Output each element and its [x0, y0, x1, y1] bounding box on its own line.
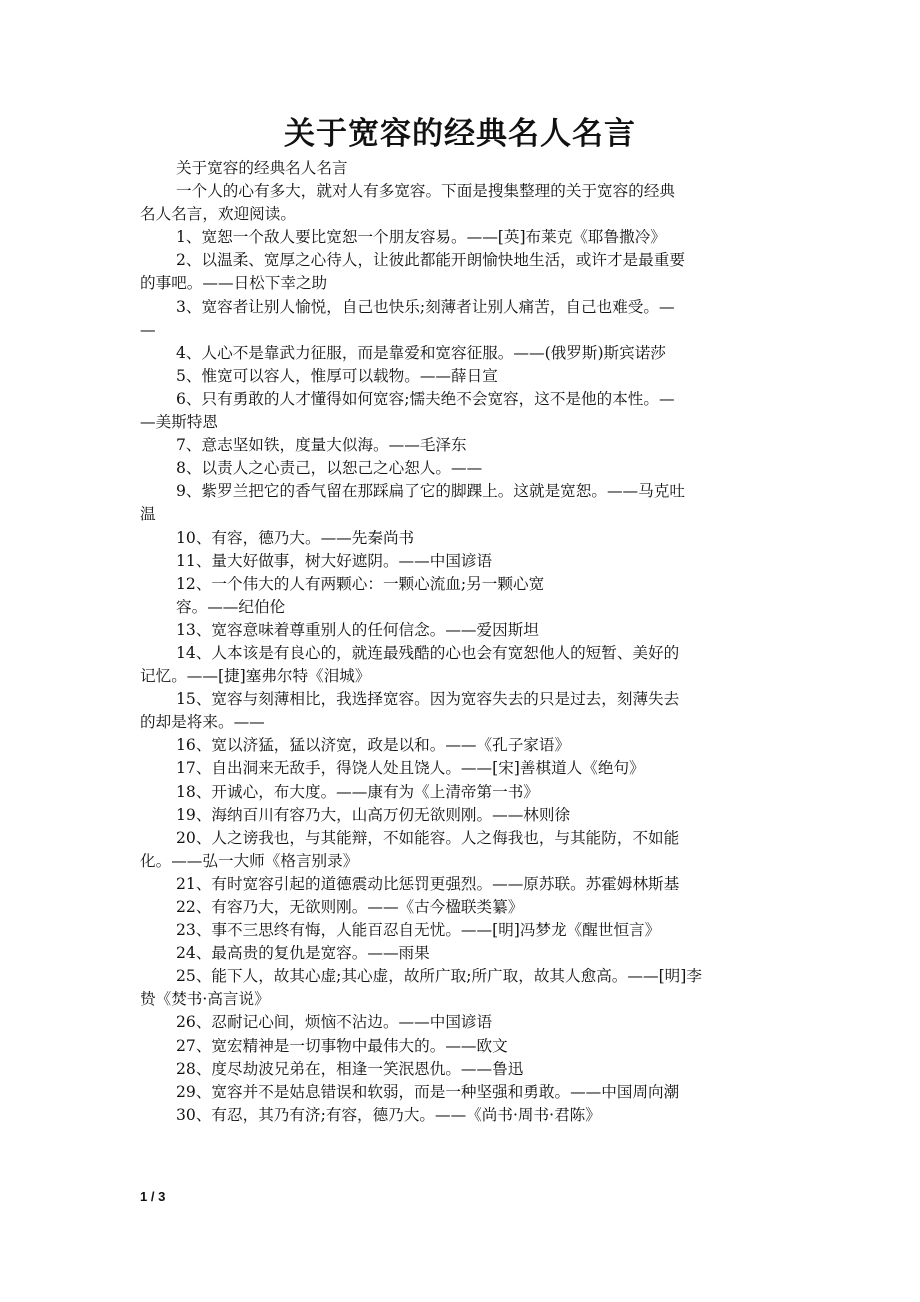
- text-line: 关于宽容的经典名人名言: [176, 159, 348, 177]
- text-line: 容。——纪伯伦: [176, 597, 286, 616]
- text-line: 20、人之谤我也，与其能辩，不如能容。人之侮我也，与其能防，不如能: [176, 828, 680, 847]
- text-line: 18、开诚心，布大度。——康有为《上清帝第一书》: [176, 782, 539, 801]
- text-line: 17、自出洞来无敌手，得饶人处且饶人。——[宋]善棋道人《绝句》: [176, 759, 645, 778]
- text-line: 27、宽宏精神是一切事物中最伟大的。——欧文: [176, 1036, 508, 1055]
- document-body: [140, 157, 785, 1127]
- text-line: 的事吧。——日松下幸之助: [140, 274, 328, 293]
- text-line: 6、只有勇敢的人才懂得如何宽容;懦夫绝不会宽容，这不是他的本性。—: [176, 389, 675, 408]
- page-indicator: 1 / 3: [140, 1189, 166, 1204]
- text-line: 3、宽容者让别人愉悦，自己也快乐;刻薄者让别人痛苦，自己也难受。—: [176, 297, 675, 316]
- text-line: 温: [140, 505, 156, 524]
- text-line: 1、宽恕一个敌人要比宽恕一个朋友容易。——[英]布莱克《耶鲁撒冷》: [176, 228, 666, 247]
- text-line: 16、宽以济猛，猛以济宽，政是以和。——《孔子家语》: [176, 736, 571, 755]
- document-title: 关于宽容的经典名人名言: [284, 116, 636, 152]
- text-line: 24、最高贵的复仇是宽容。——雨果: [176, 944, 430, 963]
- text-line: 23、事不三思终有悔，人能百忍自无忧。——[明]冯梦龙《醒世恒言》: [176, 921, 661, 940]
- text-line: 名人名言，欢迎阅读。: [140, 205, 296, 224]
- text-line: 13、宽容意味着尊重别人的任何信念。——爱因斯坦: [176, 620, 539, 639]
- text-line: 7、意志坚如铁，度量大似海。——毛泽东: [176, 436, 467, 455]
- text-line: 14、人本该是有良心的，就连最残酷的心也会有宽恕他人的短暂、美好的: [176, 643, 680, 662]
- text-line: 一个人的心有多大，就对人有多宽容。下面是搜集整理的关于宽容的经典: [176, 182, 676, 201]
- text-line: —: [140, 320, 156, 339]
- text-line: 10、有容，德乃大。——先秦尚书: [176, 528, 415, 547]
- text-line: 21、有时宽容引起的道德震动比惩罚更强烈。——原苏联。苏霍姆林斯基: [176, 874, 680, 893]
- text-line: 15、宽容与刻薄相比，我选择宽容。因为宽容失去的只是过去，刻薄失去: [176, 690, 680, 709]
- text-line: 22、有容乃大，无欲则刚。——《古今楹联类纂》: [176, 898, 524, 916]
- text-line: 记忆。——[捷]塞弗尔特《泪城》: [140, 667, 371, 686]
- text-line: 5、惟宽可以容人，惟厚可以载物。——薛日宣: [176, 366, 498, 385]
- text-line: 11、量大好做事，树大好遮阴。——中国谚语: [176, 551, 493, 570]
- text-line: 4、人心不是靠武力征服，而是靠爱和宽容征服。——(俄罗斯)斯宾诺莎: [176, 343, 666, 362]
- text-line: 9、紫罗兰把它的香气留在那踩扁了它的脚踝上。这就是宽恕。——马克吐: [176, 482, 685, 501]
- text-line: 2、以温柔、宽厚之心待人，让彼此都能开朗愉快地生活，或许才是最重要: [176, 251, 685, 270]
- text-line: 30、有忍，其乃有济;有容，德乃大。——《尚书·周书·君陈》: [176, 1105, 601, 1124]
- text-line: 的却是将来。——: [140, 713, 265, 732]
- text-line: 26、忍耐记心间，烦恼不沾边。——中国谚语: [176, 1013, 493, 1032]
- text-line: 25、能下人，故其心虚;其心虚，故所广取;所广取，故其人愈高。——[明]李: [176, 967, 702, 986]
- text-line: —美斯特恩: [140, 413, 218, 432]
- text-line: 8、以责人之心责己，以恕己之心恕人。——: [176, 459, 483, 478]
- text-line: 化。——弘一大师《格言别录》: [140, 851, 359, 870]
- text-line: 贽《焚书·高言说》: [140, 990, 270, 1009]
- text-line: 12、一个伟大的人有两颗心：一颗心流血;另一颗心宽: [176, 574, 545, 593]
- text-line: 19、海纳百川有容乃大，山高万仞无欲则刚。——林则徐: [176, 805, 571, 824]
- text-line: 28、度尽劫波兄弟在，相逢一笑泯恩仇。——鲁迅: [176, 1059, 524, 1078]
- text-line: 29、宽容并不是姑息错误和软弱，而是一种坚强和勇敢。——中国周向潮: [176, 1082, 680, 1101]
